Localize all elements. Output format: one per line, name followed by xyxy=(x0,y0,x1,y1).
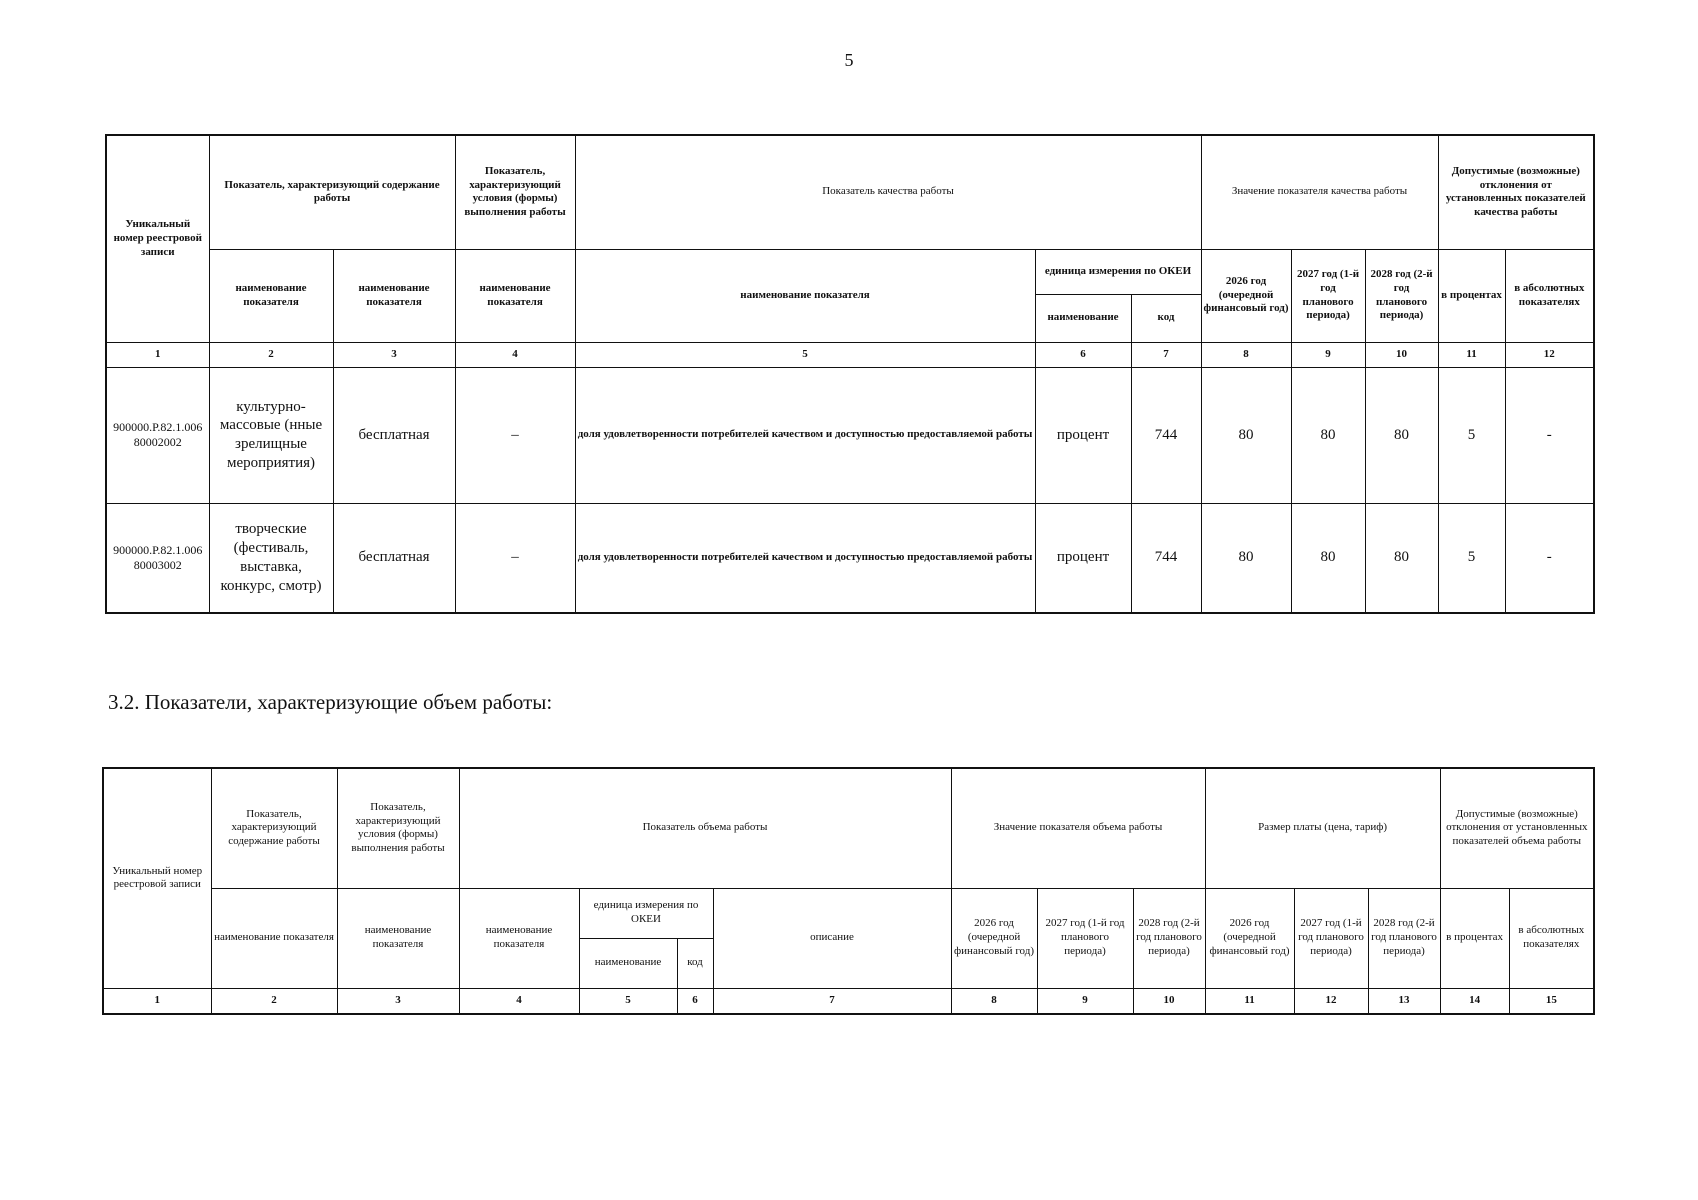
header-year-2026: 2026 год (очередной финансовый год) xyxy=(1201,249,1291,342)
header-in-percent: в процентах xyxy=(1438,249,1505,342)
table-row xyxy=(106,503,1594,613)
header-year-2027: 2027 год (1-й год планового периода) xyxy=(1291,249,1365,342)
value-2028-cell: 80 xyxy=(1365,503,1438,613)
header-registry-number: Уникальный номер реестровой записи xyxy=(106,135,209,342)
column-number: 10 xyxy=(1365,342,1438,367)
header-fee-year-2027: 2027 год (1-й год планового периода) xyxy=(1294,888,1368,988)
column-number: 1 xyxy=(106,342,209,367)
column-number: 2 xyxy=(211,988,337,1014)
header-fee: Размер платы (цена, тариф) xyxy=(1205,768,1440,888)
column-number: 3 xyxy=(337,988,459,1014)
header-year-2028: 2028 год (2-й год планового периода) xyxy=(1133,888,1205,988)
header-deviations: Допустимые (возможные) отклонения от установленных показателей объема работы xyxy=(1440,768,1594,888)
registry-number-cell: 900000.Р.82.1.006 80003002 xyxy=(106,503,209,613)
header-unit-name: наименование xyxy=(579,938,677,988)
content2-cell: бесплатная xyxy=(333,367,455,503)
header-year-2027: 2027 год (1-й год планового периода) xyxy=(1037,888,1133,988)
registry-number-cell: 900000.Р.82.1.006 80002002 xyxy=(106,367,209,503)
header-volume-value: Значение показателя объема работы xyxy=(951,768,1205,888)
header-content-indicator: Показатель, характеризующий содержание работы xyxy=(209,135,455,249)
column-number: 8 xyxy=(951,988,1037,1014)
column-number: 12 xyxy=(1294,988,1368,1014)
column-number: 4 xyxy=(455,342,575,367)
conditions-cell: – xyxy=(455,503,575,613)
value-2027-cell: 80 xyxy=(1291,367,1365,503)
value-2026-cell: 80 xyxy=(1201,367,1291,503)
header-deviations: Допустимые (возможные) отклонения от установленных показателей качества работы xyxy=(1438,135,1594,249)
header-name-of-indicator: наименование показателя xyxy=(209,249,333,342)
header-unit-okei: единица измерения по ОКЕИ xyxy=(1035,249,1201,294)
header-conditions-indicator: Показатель, характеризующий условия (формы) выполнения работы xyxy=(337,768,459,888)
header-quality-indicator: Показатель качества работы xyxy=(575,135,1201,249)
unit-cell: процент xyxy=(1035,367,1131,503)
header-unit-code: код xyxy=(677,938,713,988)
value-2026-cell: 80 xyxy=(1201,503,1291,613)
header-year-2028: 2028 год (2-й год планового периода) xyxy=(1365,249,1438,342)
column-number: 12 xyxy=(1505,342,1594,367)
column-number: 4 xyxy=(459,988,579,1014)
column-number: 1 xyxy=(103,988,211,1014)
header-name-of-indicator: наименование показателя xyxy=(333,249,455,342)
header-fee-year-2026: 2026 год (очередной финансовый год) xyxy=(1205,888,1294,988)
section-heading: 3.2. Показатели, характеризующие объем работы: xyxy=(108,690,553,714)
page-number: 5 xyxy=(844,50,854,70)
header-description: описание xyxy=(713,888,951,988)
table-row xyxy=(106,367,1594,503)
column-number: 7 xyxy=(1131,342,1201,367)
percent-cell: 5 xyxy=(1438,503,1505,613)
header-unit-name: наименование xyxy=(1035,294,1131,342)
column-number: 13 xyxy=(1368,988,1440,1014)
column-number: 11 xyxy=(1438,342,1505,367)
column-number: 14 xyxy=(1440,988,1509,1014)
content-cell: культурно-массовые (нные зрелищные мероприятия) xyxy=(209,367,333,503)
header-name-of-indicator: наименование показателя xyxy=(459,888,579,988)
header-year-2026: 2026 год (очередной финансовый год) xyxy=(951,888,1037,988)
column-number: 5 xyxy=(579,988,677,1014)
volume-indicators-table xyxy=(102,767,1595,1015)
code-cell: 744 xyxy=(1131,503,1201,613)
header-indicator-name: наименование показателя xyxy=(575,249,1035,342)
header-unit-okei: единица измерения по ОКЕИ xyxy=(579,888,713,938)
absolute-cell: - xyxy=(1505,503,1594,613)
content2-cell: бесплатная xyxy=(333,503,455,613)
value-2028-cell: 80 xyxy=(1365,367,1438,503)
quality-indicators-table xyxy=(105,134,1595,614)
header-in-absolute: в абсолютных показателях xyxy=(1509,888,1594,988)
header-unit-code: код xyxy=(1131,294,1201,342)
column-number: 9 xyxy=(1291,342,1365,367)
header-conditions-indicator: Показатель, характеризующий условия (формы) выполнения работы xyxy=(455,135,575,249)
absolute-cell: - xyxy=(1505,367,1594,503)
header-volume-indicator: Показатель объема работы xyxy=(459,768,951,888)
header-quality-value: Значение показателя качества работы xyxy=(1201,135,1438,249)
column-number: 10 xyxy=(1133,988,1205,1014)
column-number: 11 xyxy=(1205,988,1294,1014)
column-number: 5 xyxy=(575,342,1035,367)
conditions-cell: – xyxy=(455,367,575,503)
code-cell: 744 xyxy=(1131,367,1201,503)
header-content-indicator: Показатель, характеризующий содержание работы xyxy=(211,768,337,888)
column-number: 2 xyxy=(209,342,333,367)
content-cell: творческие (фестиваль, выставка, конкурс, смотр) xyxy=(209,503,333,613)
value-2027-cell: 80 xyxy=(1291,503,1365,613)
header-registry-number: Уникальный номер реестровой записи xyxy=(103,768,211,988)
header-name-of-indicator: наименование показателя xyxy=(211,888,337,988)
column-number: 6 xyxy=(1035,342,1131,367)
indicator-cell: доля удовлетворенности потребителей качеством и доступностью предоставляемой работы xyxy=(575,367,1035,503)
indicator-cell: доля удовлетворенности потребителей качеством и доступностью предоставляемой работы xyxy=(575,503,1035,613)
header-in-percent: в процентах xyxy=(1440,888,1509,988)
header-fee-year-2028: 2028 год (2-й год планового периода) xyxy=(1368,888,1440,988)
percent-cell: 5 xyxy=(1438,367,1505,503)
column-number: 3 xyxy=(333,342,455,367)
header-name-of-indicator: наименование показателя xyxy=(455,249,575,342)
header-name-of-indicator: наименование показателя xyxy=(337,888,459,988)
column-number: 8 xyxy=(1201,342,1291,367)
column-number: 15 xyxy=(1509,988,1594,1014)
column-number: 6 xyxy=(677,988,713,1014)
unit-cell: процент xyxy=(1035,503,1131,613)
column-number: 9 xyxy=(1037,988,1133,1014)
column-number: 7 xyxy=(713,988,951,1014)
header-in-absolute: в абсолютных показателях xyxy=(1505,249,1594,342)
